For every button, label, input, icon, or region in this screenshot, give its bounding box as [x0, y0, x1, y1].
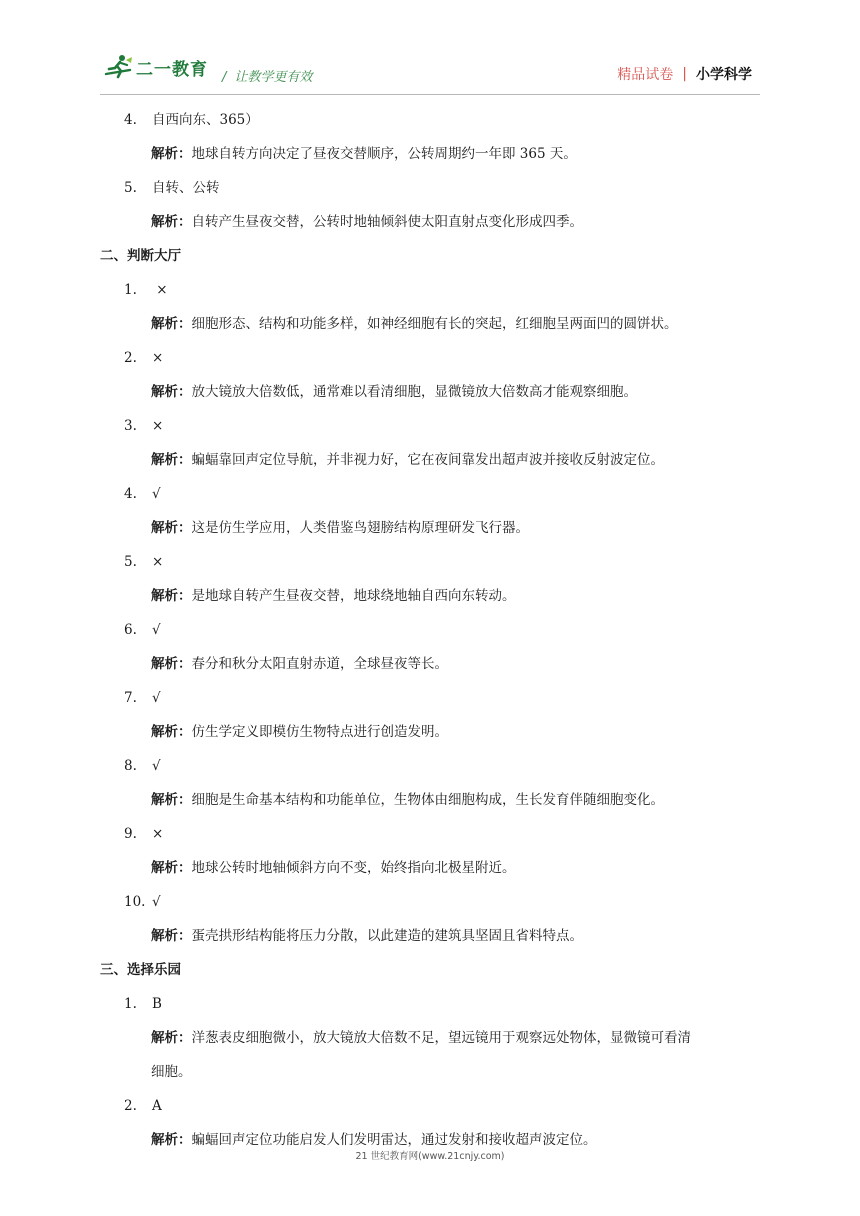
- analysis-text: 细胞。: [151, 1064, 192, 1080]
- item-answer: B: [152, 996, 162, 1012]
- answer-item: [100, 613, 760, 647]
- item-answer: ×: [152, 826, 164, 842]
- analysis-text: 地球自转方向决定了昼夜交替顺序，公转周期约一年即 365 天。: [191, 146, 577, 162]
- analysis-text: 蝙蝠回声定位功能启发人们发明雷达，通过发射和接收超声波定位。: [191, 1132, 597, 1148]
- item-number: 4.: [124, 112, 137, 128]
- item-number: 10.: [124, 894, 146, 910]
- answer-item: [100, 341, 760, 375]
- runner-logo-icon: [104, 54, 134, 80]
- answer-item: [100, 409, 760, 443]
- analysis-line: [100, 137, 760, 171]
- analysis-label: 解析：: [151, 146, 192, 162]
- page-header: [100, 52, 760, 98]
- answer-item: [100, 273, 760, 307]
- item-number: 6.: [124, 622, 137, 638]
- analysis-text: 自转产生昼夜交替，公转时地轴倾斜使太阳直射点变化形成四季。: [191, 214, 583, 230]
- analysis-label: 解析：: [151, 452, 192, 468]
- analysis-line: [100, 919, 760, 953]
- answer-item: [100, 987, 760, 1021]
- item-answer: ×: [152, 350, 164, 366]
- analysis-line: [100, 1021, 760, 1055]
- subject-badge: 小学科学: [696, 67, 752, 83]
- analysis-label: 解析：: [151, 316, 192, 332]
- analysis-label: 解析：: [151, 520, 192, 536]
- answer-item: [100, 103, 760, 137]
- analysis-text: 是地球自转产生昼夜交替，地球绕地轴自西向东转动。: [191, 588, 516, 604]
- analysis-text: 地球公转时地轴倾斜方向不变，始终指向北极星附近。: [191, 860, 516, 876]
- analysis-label: 解析：: [151, 656, 192, 672]
- analysis-line: [100, 579, 760, 613]
- slogan-text: 让教学更有效: [234, 70, 313, 85]
- analysis-label: 解析：: [151, 1030, 192, 1046]
- item-number: 2.: [124, 350, 137, 366]
- analysis-text: 仿生学定义即模仿生物特点进行创造发明。: [191, 724, 448, 740]
- analysis-label: 解析：: [151, 724, 192, 740]
- analysis-label: 解析：: [151, 928, 192, 944]
- header-divider: [100, 94, 760, 95]
- item-number: 9.: [124, 826, 137, 842]
- slogan: [222, 66, 312, 85]
- header-badges: [617, 64, 752, 84]
- item-number: 4.: [124, 486, 137, 502]
- logo-text: 二一教育: [136, 59, 208, 80]
- answer-item: [100, 171, 760, 205]
- analysis-text: 洋葱表皮细胞微小，放大镜放大倍数不足，望远镜用于观察远处物体，显微镜可看清: [191, 1030, 691, 1046]
- answer-item: [100, 681, 760, 715]
- answer-item: [100, 1089, 760, 1123]
- analysis-label: 解析：: [151, 588, 192, 604]
- analysis-label: 解析：: [151, 860, 192, 876]
- analysis-label: 解析：: [151, 384, 192, 400]
- analysis-text: 春分和秋分太阳直射赤道，全球昼夜等长。: [191, 656, 448, 672]
- answer-content: [100, 103, 760, 1157]
- analysis-line: [100, 375, 760, 409]
- item-number: 8.: [124, 758, 137, 774]
- analysis-text: 蝙蝠靠回声定位导航，并非视力好，它在夜间靠发出超声波并接收反射波定位。: [191, 452, 664, 468]
- analysis-text: 细胞形态、结构和功能多样，如神经细胞有长的突起，红细胞呈两面凹的圆饼状。: [191, 316, 678, 332]
- analysis-line: [100, 647, 760, 681]
- answer-item: [100, 545, 760, 579]
- analysis-text: 放大镜放大倍数低，通常难以看清细胞，显微镜放大倍数高才能观察细胞。: [191, 384, 637, 400]
- item-answer: √: [152, 622, 161, 638]
- item-number: 7.: [124, 690, 137, 706]
- page-footer: 21 世纪教育网(www.21cnjy.com): [355, 1151, 505, 1162]
- item-answer: √: [152, 894, 161, 910]
- item-number: 1.: [124, 996, 137, 1012]
- item-answer: ×: [152, 554, 164, 570]
- badge-divider: |: [682, 66, 687, 82]
- analysis-line: [100, 783, 760, 817]
- section-title: 三、选择乐园: [100, 962, 181, 978]
- brand-logo[interactable]: [104, 54, 208, 80]
- item-number: 5.: [124, 554, 137, 570]
- analysis-line: [100, 851, 760, 885]
- item-answer: ×: [152, 418, 164, 434]
- item-number: 3.: [124, 418, 137, 434]
- analysis-line: [100, 307, 760, 341]
- answer-item: [100, 749, 760, 783]
- item-answer: 自西向东、365）: [152, 112, 259, 128]
- item-number: 2.: [124, 1098, 137, 1114]
- item-answer: √: [152, 758, 161, 774]
- item-answer: √: [152, 690, 161, 706]
- item-answer: 自转、公转: [152, 180, 220, 196]
- item-answer: ×: [152, 282, 168, 298]
- slogan-slash: /: [222, 70, 227, 85]
- analysis-line: [100, 205, 760, 239]
- analysis-label: 解析：: [151, 1132, 192, 1148]
- answer-item: [100, 477, 760, 511]
- analysis-text: 细胞是生命基本结构和功能单位，生物体由细胞构成，生长发育伴随细胞变化。: [191, 792, 664, 808]
- item-answer: A: [152, 1098, 162, 1114]
- analysis-line: [100, 715, 760, 749]
- item-answer: √: [152, 486, 161, 502]
- premium-badge: 精品试卷: [617, 67, 674, 83]
- section-title: 二、判断大厅: [100, 248, 181, 264]
- item-number: 1.: [124, 282, 137, 298]
- answer-item: [100, 817, 760, 851]
- analysis-line: [100, 443, 760, 477]
- analysis-line: [100, 511, 760, 545]
- analysis-label: 解析：: [151, 792, 192, 808]
- analysis-text: 这是仿生学应用，人类借鉴鸟翅膀结构原理研发飞行器。: [191, 520, 529, 536]
- answer-item: [100, 885, 760, 919]
- analysis-text: 蛋壳拱形结构能将压力分散，以此建造的建筑具坚固且省料特点。: [191, 928, 583, 944]
- analysis-label: 解析：: [151, 214, 192, 230]
- item-number: 5.: [124, 180, 137, 196]
- analysis-continuation: [100, 1055, 760, 1089]
